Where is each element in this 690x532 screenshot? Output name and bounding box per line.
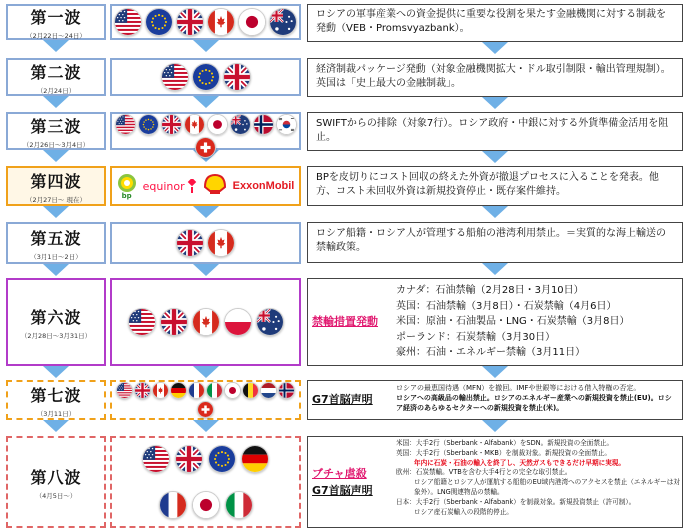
stage-title: 第四波 [30, 171, 82, 191]
down-arrow [482, 263, 508, 275]
uk-flag-icon [223, 63, 251, 91]
stage-4-logos [110, 166, 301, 206]
canada-flag-icon [207, 229, 235, 257]
eu-flag-icon [145, 8, 173, 36]
stage-date: （3月11日） [36, 409, 76, 418]
italy-flag-icon [225, 491, 253, 519]
down-arrow [43, 96, 69, 108]
uk-flag-icon [134, 382, 151, 399]
stage-1-label [6, 4, 106, 40]
down-arrow [193, 366, 219, 378]
switzerland-flag-icon [195, 137, 216, 158]
stage-2-flags [110, 58, 301, 96]
shell-logo-icon [203, 173, 227, 199]
stage-8-line: ロシア産石炭輸入の段階的停止。 [414, 507, 513, 516]
down-arrow [482, 97, 508, 109]
uk-flag-icon [175, 445, 203, 473]
stage-date: （2月22日～24日） [26, 31, 86, 40]
stage-7-description [307, 380, 683, 420]
down-arrow [482, 151, 508, 163]
stage-date: （4月5日～） [35, 491, 77, 500]
stage-8-description [307, 436, 683, 528]
down-arrow [193, 420, 219, 432]
down-arrow [482, 206, 508, 218]
stage-date: （2月26日～3月4日） [22, 140, 90, 149]
embargo-list [396, 283, 630, 361]
embargo-label: 禁輸措置発動 [312, 315, 378, 328]
down-arrow [43, 40, 69, 52]
norway-flag-icon [278, 382, 295, 399]
us-flag-icon [114, 8, 142, 36]
g7-statement-label: G7首脳声明 [312, 393, 373, 406]
down-arrow [482, 42, 508, 54]
japan-flag-icon [207, 114, 228, 135]
us-flag-icon [115, 114, 136, 135]
norway-flag-icon [253, 114, 274, 135]
down-arrow [43, 264, 69, 276]
stage-2-label [6, 58, 106, 96]
eu-flag-icon [192, 63, 220, 91]
stage-8-line: ロシア船籍とロシア人が運航する船舶のEU域内港湾へのアクセスを禁止（エネルギーは対象外）。LNG関連物品の禁輸。 [414, 478, 680, 496]
poland-flag-icon [224, 308, 252, 336]
stage-5-label [6, 222, 106, 264]
stage-8-line: 欧州：石炭禁輸。VTBを含む大手4行との完全な取引禁止。 [396, 468, 572, 477]
stage-title: 第二波 [30, 62, 82, 82]
stage-2-description: 経済制裁パッケージ発動（対象金融機関拡大・ドル取引制限・輸出管理規制）。英国は「史上最大の金融制裁」。 [307, 58, 683, 97]
us-flag-icon [161, 63, 189, 91]
uk-flag-icon [160, 308, 188, 336]
japan-flag-icon [224, 382, 241, 399]
stage-5-description: ロシア船籍・ロシア人が管理する船舶の港湾利用禁止。＝実質的な海上輸送の禁輸政策。 [307, 222, 683, 263]
stage-date: （3月1日～2日） [30, 252, 82, 261]
g7-line: ロシアの最恵国待遇（MFN）を撤回。IMFや世銀等における借入特権の否定。 [396, 384, 641, 392]
stage-3-flags [110, 112, 301, 150]
embargo-line: ポーランド：石炭禁輸（3月30日） [396, 331, 556, 343]
stage-title: 第八波 [30, 467, 82, 487]
embargo-line: 英国：石油禁輸（3月8日）・石炭禁輸（4月6日） [396, 300, 617, 312]
down-arrow [482, 366, 508, 378]
australia-flag-icon [230, 114, 251, 135]
stage-title: 第七波 [30, 385, 82, 405]
stage-8-line: 米国：大手2行（Sberbank・Alfabank）をSDN。新規投資の全面禁止。 [396, 439, 614, 447]
down-arrow [193, 206, 219, 218]
netherlands-flag-icon [260, 382, 277, 399]
stage-8-flags [110, 436, 301, 528]
stage-6-label [6, 278, 106, 366]
france-flag-icon [188, 382, 205, 399]
belgium-flag-icon [242, 382, 259, 399]
canada-flag-icon [184, 114, 205, 135]
korea-flag-icon [276, 114, 297, 135]
australia-flag-icon [269, 8, 297, 36]
equinor-logo-icon: equinor [143, 179, 197, 193]
stage-date: （2月28日～3月31日） [20, 331, 92, 340]
us-flag-icon [116, 382, 133, 399]
exxonmobil-logo-icon: ExxonMobil [232, 180, 295, 192]
down-arrow [43, 366, 69, 378]
stage-title: 第一波 [30, 7, 82, 27]
us-flag-icon [142, 445, 170, 473]
down-arrow [482, 420, 508, 432]
japan-flag-icon [192, 491, 220, 519]
stage-3-description: SWIFTからの排除（対象7行）。ロシア政府・中銀に対する外貨準備金活用を阻止。 [307, 112, 683, 151]
australia-flag-icon [256, 308, 284, 336]
switzerland-flag-icon [197, 401, 214, 418]
g7-line: ロシアへの高級品の輸出禁止。ロシアのエネルギー産業への新規投資を禁止(EU)。ロシア経済のあらゆるセクターへの新規投資を禁止(米)。 [396, 394, 672, 412]
stage-8-label [6, 436, 106, 528]
stage-4-label [6, 166, 106, 206]
stage-8-line: 日本：大手2行（Sberbank・Alfabank）を制裁対象。新規投資禁止（許可制）。 [396, 497, 636, 506]
canada-flag-icon [207, 8, 235, 36]
g7-statement-label: G7首脳声明 [312, 484, 373, 497]
stage-title: 第三波 [30, 116, 82, 136]
bucha-label: ブチャ虐殺 [312, 467, 367, 480]
down-arrow [43, 206, 69, 218]
stage-8-line: 年内に石炭・石油の輸入を終了し、天然ガスもできるだけ早期に実現。 [414, 458, 625, 467]
stage-title: 第五波 [30, 228, 82, 248]
stage-3-label [6, 112, 106, 150]
stage-title: 第六波 [30, 307, 82, 327]
down-arrow [193, 264, 219, 276]
stage-1-description: ロシアの軍事産業への資金提供に重要な役割を果たす金融機関に対する制裁を発動（VEB・Promsvyazbank）。 [307, 4, 683, 42]
g7-lines [396, 383, 678, 413]
stage-8-line: 英国：大手2行（Sberbank・MKB）を制裁対象。新規投資の全面禁止。 [396, 448, 611, 457]
eu-flag-icon [208, 445, 236, 473]
stage-1-flags [110, 4, 301, 40]
canada-flag-icon [152, 382, 169, 399]
eu-flag-icon [138, 114, 159, 135]
down-arrow [43, 150, 69, 162]
stage-7-label [6, 380, 106, 420]
germany-flag-icon [241, 445, 269, 473]
bp-logo-icon: bp [117, 173, 137, 200]
down-arrow [193, 96, 219, 108]
stage-date: （2月24日） [36, 86, 76, 95]
stage-6-flags [110, 278, 301, 366]
uk-flag-icon [176, 8, 204, 36]
france-flag-icon [159, 491, 187, 519]
down-arrow [193, 40, 219, 52]
us-flag-icon [128, 308, 156, 336]
stage-date: （2月27日～ 現在） [26, 195, 86, 204]
germany-flag-icon [170, 382, 187, 399]
stage-4-description: BPを皮切りにコスト回収の終えた外資が撤退プロセスに入ることを発表。他方、コスト未回収外資は新規投資停止・既存案件維持。 [307, 166, 683, 206]
uk-flag-icon [176, 229, 204, 257]
stage-6-description [307, 278, 683, 366]
canada-flag-icon [192, 308, 220, 336]
stage-7-flags [110, 380, 301, 420]
uk-flag-icon [161, 114, 182, 135]
japan-flag-icon [238, 8, 266, 36]
embargo-line: カナダ：石油禁輸（2月28日・3月10日） [396, 285, 584, 296]
embargo-line: 米国：原油・石油製品・LNG・石炭禁輸（3月8日） [396, 316, 630, 327]
down-arrow [43, 420, 69, 432]
italy-flag-icon [206, 382, 223, 399]
stage-8-lines [396, 439, 680, 517]
stage-5-flags [110, 222, 301, 264]
embargo-line: 豪州：石油・エネルギー禁輸（3月11日） [396, 347, 586, 358]
